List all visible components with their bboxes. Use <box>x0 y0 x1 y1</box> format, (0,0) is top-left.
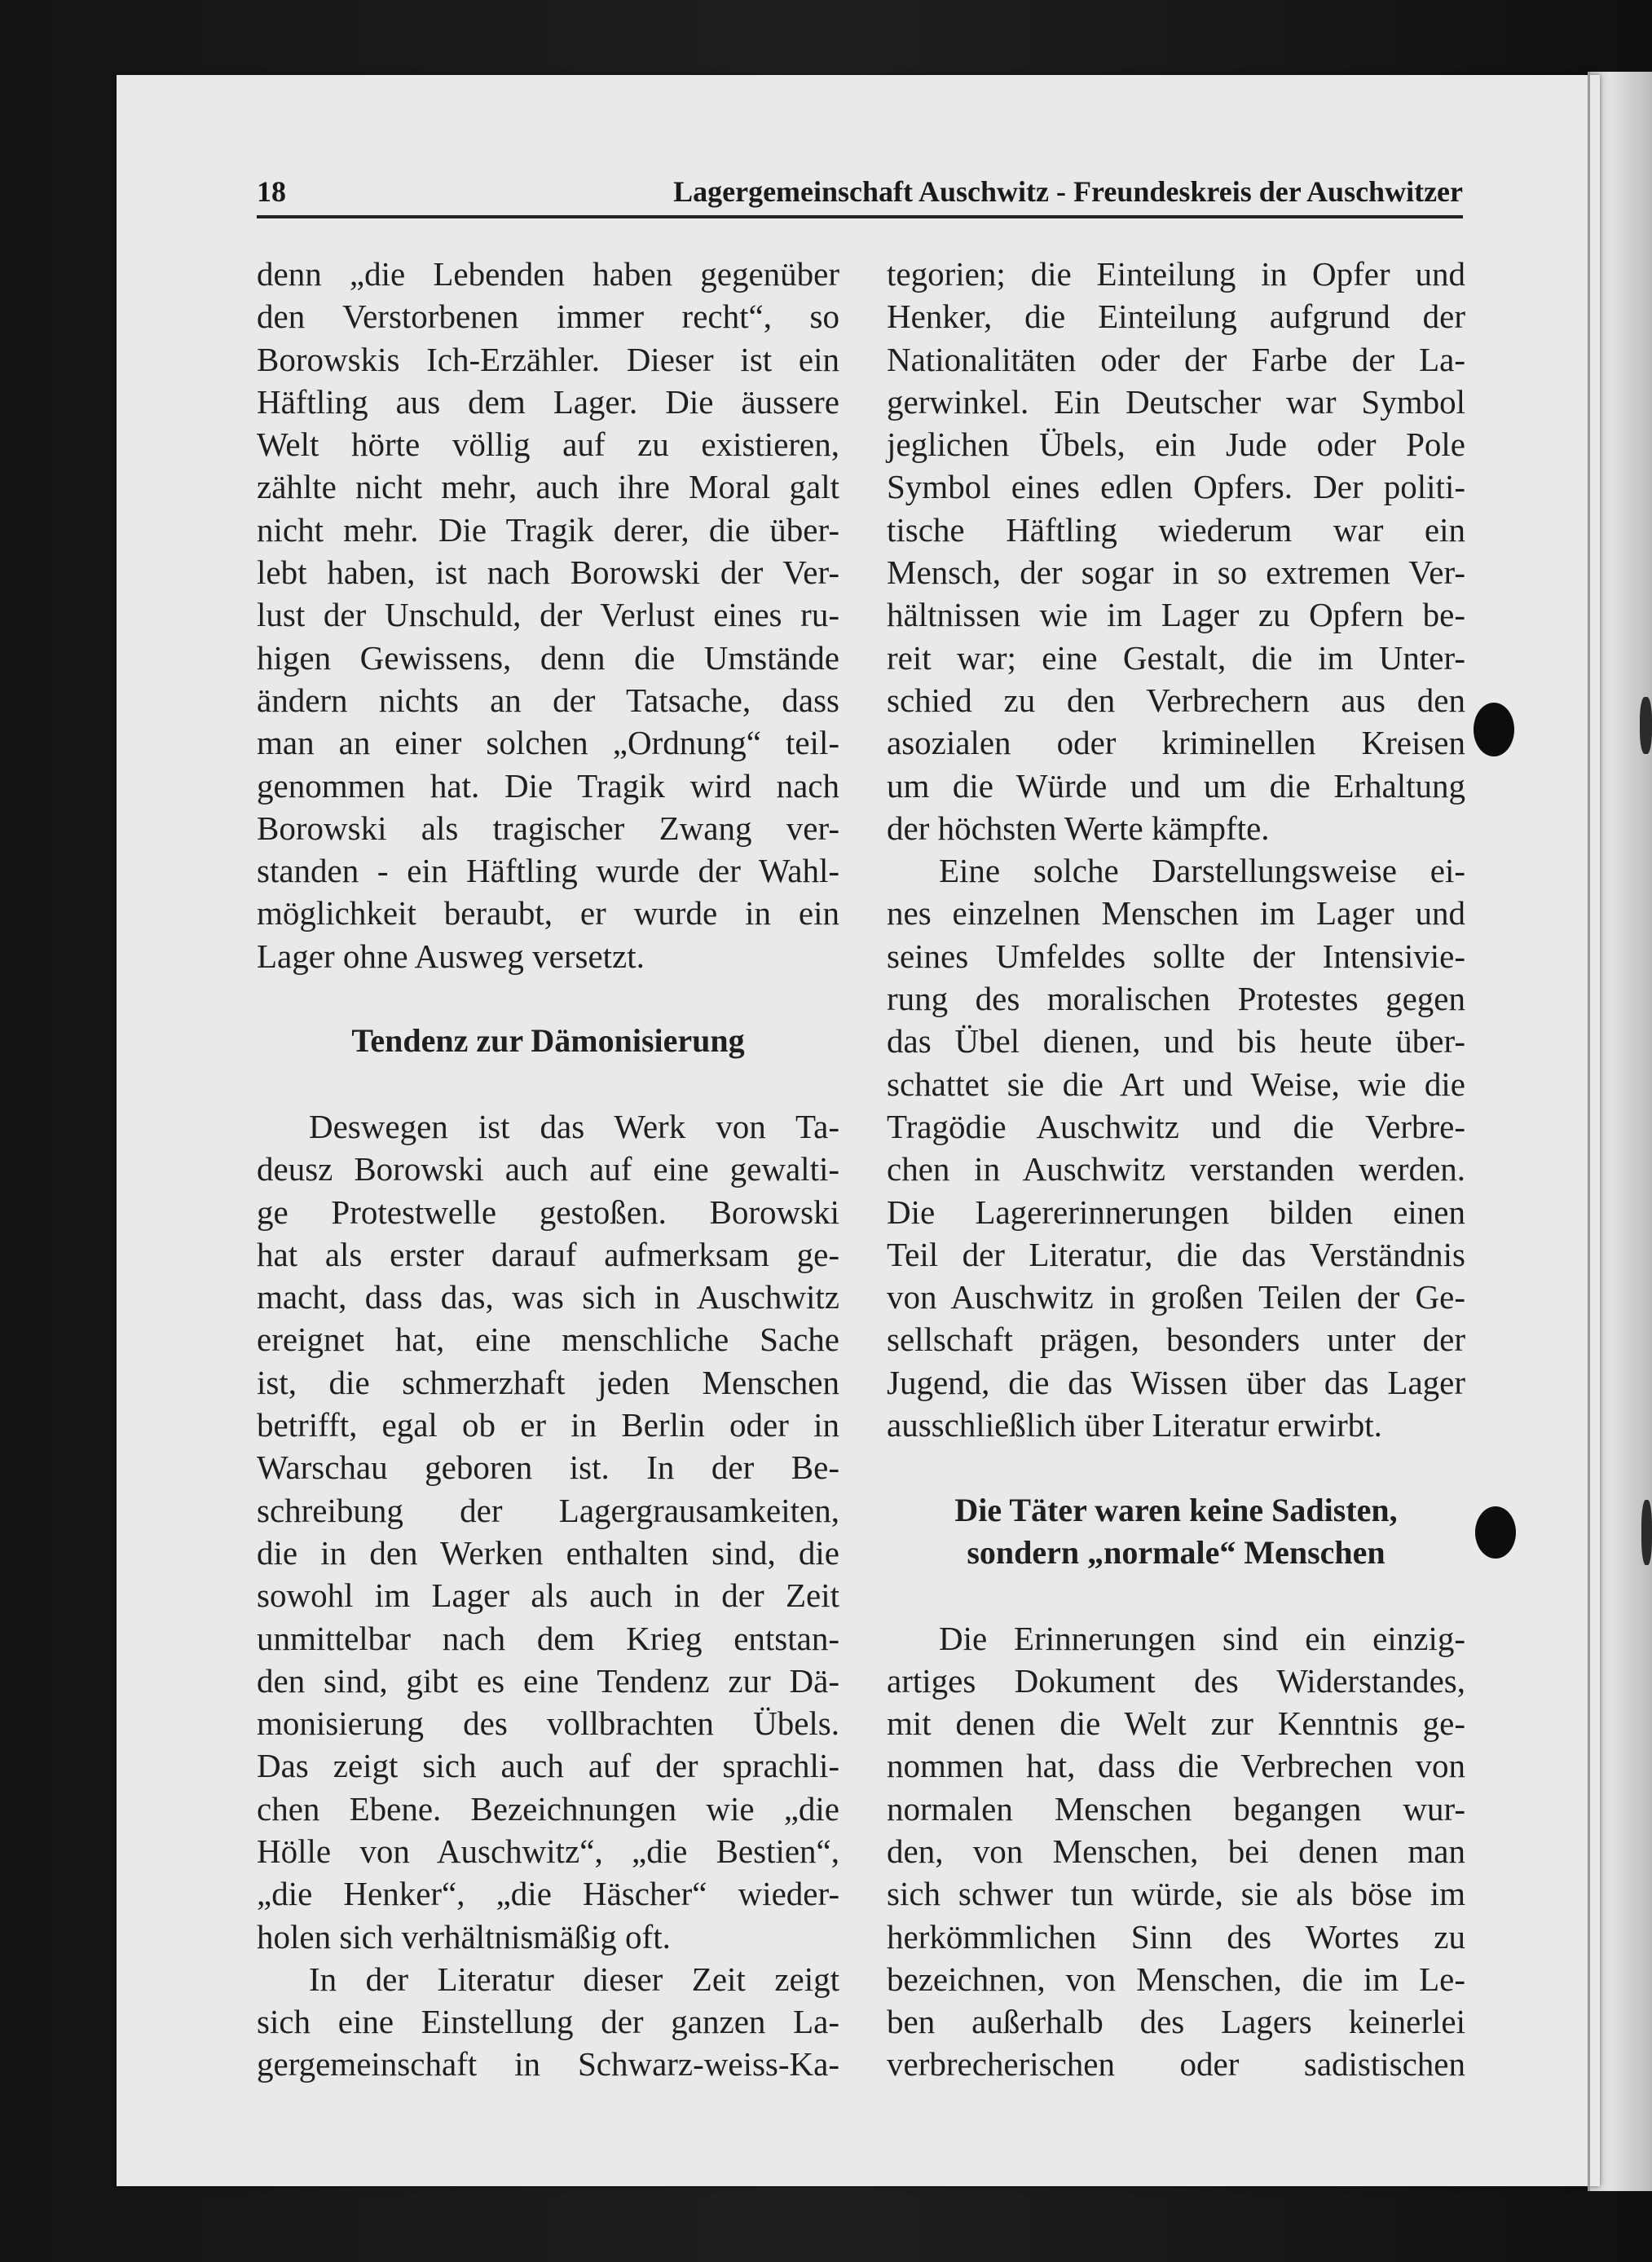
paragraph-gap <box>887 1446 1465 1488</box>
text-line: um die Würde und um die Erhaltung <box>887 766 1465 805</box>
text-line: mit denen die Welt zur Kenntnis ge- <box>887 1704 1465 1743</box>
text-line: schattet sie die Art und Weise, wie die <box>887 1065 1465 1103</box>
text-line: ben außerhalb des Lagers keinerlei <box>887 2003 1465 2041</box>
text-line: von Auschwitz in großen Teilen der Ge- <box>887 1278 1465 1316</box>
text-line: holen sich verhältnismäßig oft. <box>257 1917 671 1956</box>
text-line: Welt hörte völlig auf zu existieren, <box>257 426 839 464</box>
text-line: sich schwer tun würde, sie als böse im <box>887 1875 1465 1913</box>
text-line: gergemeinschaft in Schwarz-weiss-Ka- <box>257 2045 839 2083</box>
text-line: ereignet hat, eine menschliche Sache <box>257 1321 839 1359</box>
page-number: 18 <box>257 175 286 208</box>
text-line: das Übel dienen, und bis heute über- <box>887 1022 1465 1060</box>
text-line: den, von Menschen, bei denen man <box>887 1832 1465 1870</box>
text-line: nicht mehr. Die Tragik derer, die über- <box>257 510 839 549</box>
text-line: genommen hat. Die Tragik wird nach <box>257 766 839 805</box>
binder-hole-lower <box>1641 1500 1652 1565</box>
text-line: zählte nicht mehr, auch ihre Moral galt <box>257 468 839 506</box>
punch-hole-lower <box>1475 1506 1516 1559</box>
text-line: verbrecherischen oder sadistischen <box>887 2045 1465 2083</box>
text-line: schreibung der Lagergrausamkeiten, <box>257 1491 839 1529</box>
text-line: standen - ein Häftling wurde der Wahl- <box>257 852 839 890</box>
text-line: bezeichnen, von Menschen, die im Le- <box>887 1960 1465 1998</box>
text-line: sich eine Einstellung der ganzen La- <box>257 2003 839 2041</box>
text-line: Borowskis Ich-Erzähler. Dieser ist ein <box>257 340 839 378</box>
section-heading: sondern „normale“ Menschen <box>967 1533 1385 1571</box>
binder-hole-upper <box>1640 697 1652 754</box>
text-line: seines Umfeldes sollte der Intensivie- <box>887 937 1465 975</box>
text-line: gerwinkel. Ein Deutscher war Symbol <box>887 382 1465 421</box>
text-line: ausschließlich über Literatur erwirbt. <box>887 1406 1382 1444</box>
text-line: betrifft, egal ob er in Berlin oder in <box>257 1406 839 1444</box>
paragraph-gap <box>887 1574 1465 1616</box>
text-line: Eine solche Darstellungsweise ei- <box>939 852 1465 890</box>
text-line: macht, dass das, was sich in Auschwitz <box>257 1278 839 1316</box>
text-line: Warschau geboren ist. In der Be- <box>257 1448 839 1487</box>
text-line: In der Literatur dieser Zeit zeigt <box>309 1960 839 1998</box>
text-line: ist, die schmerzhaft jeden Menschen <box>257 1363 839 1401</box>
running-header <box>257 170 1463 218</box>
text-line: jeglichen Übels, ein Jude oder Pole <box>887 426 1465 464</box>
text-line: Teil der Literatur, die das Verständnis <box>887 1235 1465 1273</box>
page-fold-line <box>1588 72 1590 2191</box>
paragraph-gap <box>257 1063 839 1105</box>
text-line: asozialen oder kriminellen Kreisen <box>887 724 1465 762</box>
text-line: tegorien; die Einteilung in Opfer und <box>887 255 1465 293</box>
text-line: möglichkeit beraubt, er wurde in ein <box>257 894 839 933</box>
text-line: deusz Borowski auch auf eine gewalti- <box>257 1150 839 1188</box>
text-line: hältnissen wie im Lager zu Opfern be- <box>887 596 1465 634</box>
text-line: Hölle von Auschwitz“, „die Bestien“, <box>257 1832 839 1870</box>
text-line: Henker, die Einteilung aufgrund der <box>887 298 1465 336</box>
text-line: Jugend, die das Wissen über das Lager <box>887 1363 1465 1401</box>
text-line: reit war; eine Gestalt, die im Unter- <box>887 638 1465 677</box>
text-line: den sind, gibt es eine Tendenz zur Dä- <box>257 1661 839 1700</box>
text-line: ändern nichts an der Tatsache, dass <box>257 681 839 719</box>
text-line: unmittelbar nach dem Krieg entstan- <box>257 1619 839 1657</box>
text-line: Das zeigt sich auch auf der sprachli- <box>257 1747 839 1785</box>
text-line: lebt haben, ist nach Borowski der Ver- <box>257 553 839 592</box>
punch-hole-upper <box>1474 703 1514 756</box>
text-line: chen Ebene. Bezeichnungen wie „die <box>257 1789 839 1828</box>
text-line: Lager ohne Ausweg versetzt. <box>257 937 645 975</box>
text-column-left <box>257 253 839 2086</box>
text-line: Borowski als tragischer Zwang ver- <box>257 809 839 847</box>
text-line: Häftling aus dem Lager. Die äussere <box>257 382 839 421</box>
text-line: nommen hat, dass die Verbrechen von <box>887 1747 1465 1785</box>
text-line: Nationalitäten oder der Farbe der La- <box>887 340 1465 378</box>
text-line: artiges Dokument des Widerstandes, <box>887 1661 1465 1700</box>
text-line: higen Gewissens, denn die Umstände <box>257 638 839 677</box>
text-line: Mensch, der sogar in so extremen Ver- <box>887 553 1465 592</box>
text-line: der höchsten Werte kämpfte. <box>887 809 1270 847</box>
text-line: hat als erster darauf aufmerksam ge- <box>257 1235 839 1273</box>
text-line: tische Häftling wiederum war ein <box>887 510 1465 549</box>
text-line: Die Lagererinnerungen bilden einen <box>887 1193 1465 1231</box>
text-line: lust der Unschuld, der Verlust eines ru- <box>257 596 839 634</box>
section-heading: Tendenz zur Dämonisierung <box>351 1022 745 1060</box>
text-line: herkömmlichen Sinn des Wortes zu <box>887 1917 1465 1956</box>
text-line: „die Henker“, „die Häscher“ wieder- <box>257 1875 839 1913</box>
text-line: man an einer solchen „Ordnung“ teil- <box>257 724 839 762</box>
text-line: Deswegen ist das Werk von Ta- <box>309 1107 839 1145</box>
text-column-right <box>887 253 1465 2086</box>
text-line: monisierung des vollbrachten Übels. <box>257 1704 839 1743</box>
text-line: den Verstorbenen immer recht“, so <box>257 298 839 336</box>
text-line: ge Protestwelle gestoßen. Borowski <box>257 1193 839 1231</box>
text-line: Symbol eines edlen Opfers. Der politi- <box>887 468 1465 506</box>
text-line: denn „die Lebenden haben gegenüber <box>257 255 839 293</box>
text-line: normalen Menschen begangen wur- <box>887 1789 1465 1828</box>
text-line: chen in Auschwitz verstanden werden. <box>887 1150 1465 1188</box>
text-line: Die Erinnerungen sind ein einzig- <box>939 1619 1465 1657</box>
paragraph-gap <box>257 977 839 1020</box>
text-line: sellschaft prägen, besonders unter der <box>887 1321 1465 1359</box>
text-line: nes einzelnen Menschen im Lager und <box>887 894 1465 933</box>
text-line: die in den Werken enthalten sind, die <box>257 1533 839 1572</box>
text-line: rung des moralischen Protestes gegen <box>887 980 1465 1018</box>
text-line: Tragödie Auschwitz und die Verbre- <box>887 1107 1465 1145</box>
section-heading: Die Täter waren keine Sadisten, <box>954 1491 1398 1528</box>
running-title: Lagergemeinschaft Auschwitz - Freundeskreis der Auschwitzer <box>673 175 1463 208</box>
text-line: schied zu den Verbrechern aus den <box>887 681 1465 719</box>
text-line: sowohl im Lager als auch in der Zeit <box>257 1576 839 1615</box>
